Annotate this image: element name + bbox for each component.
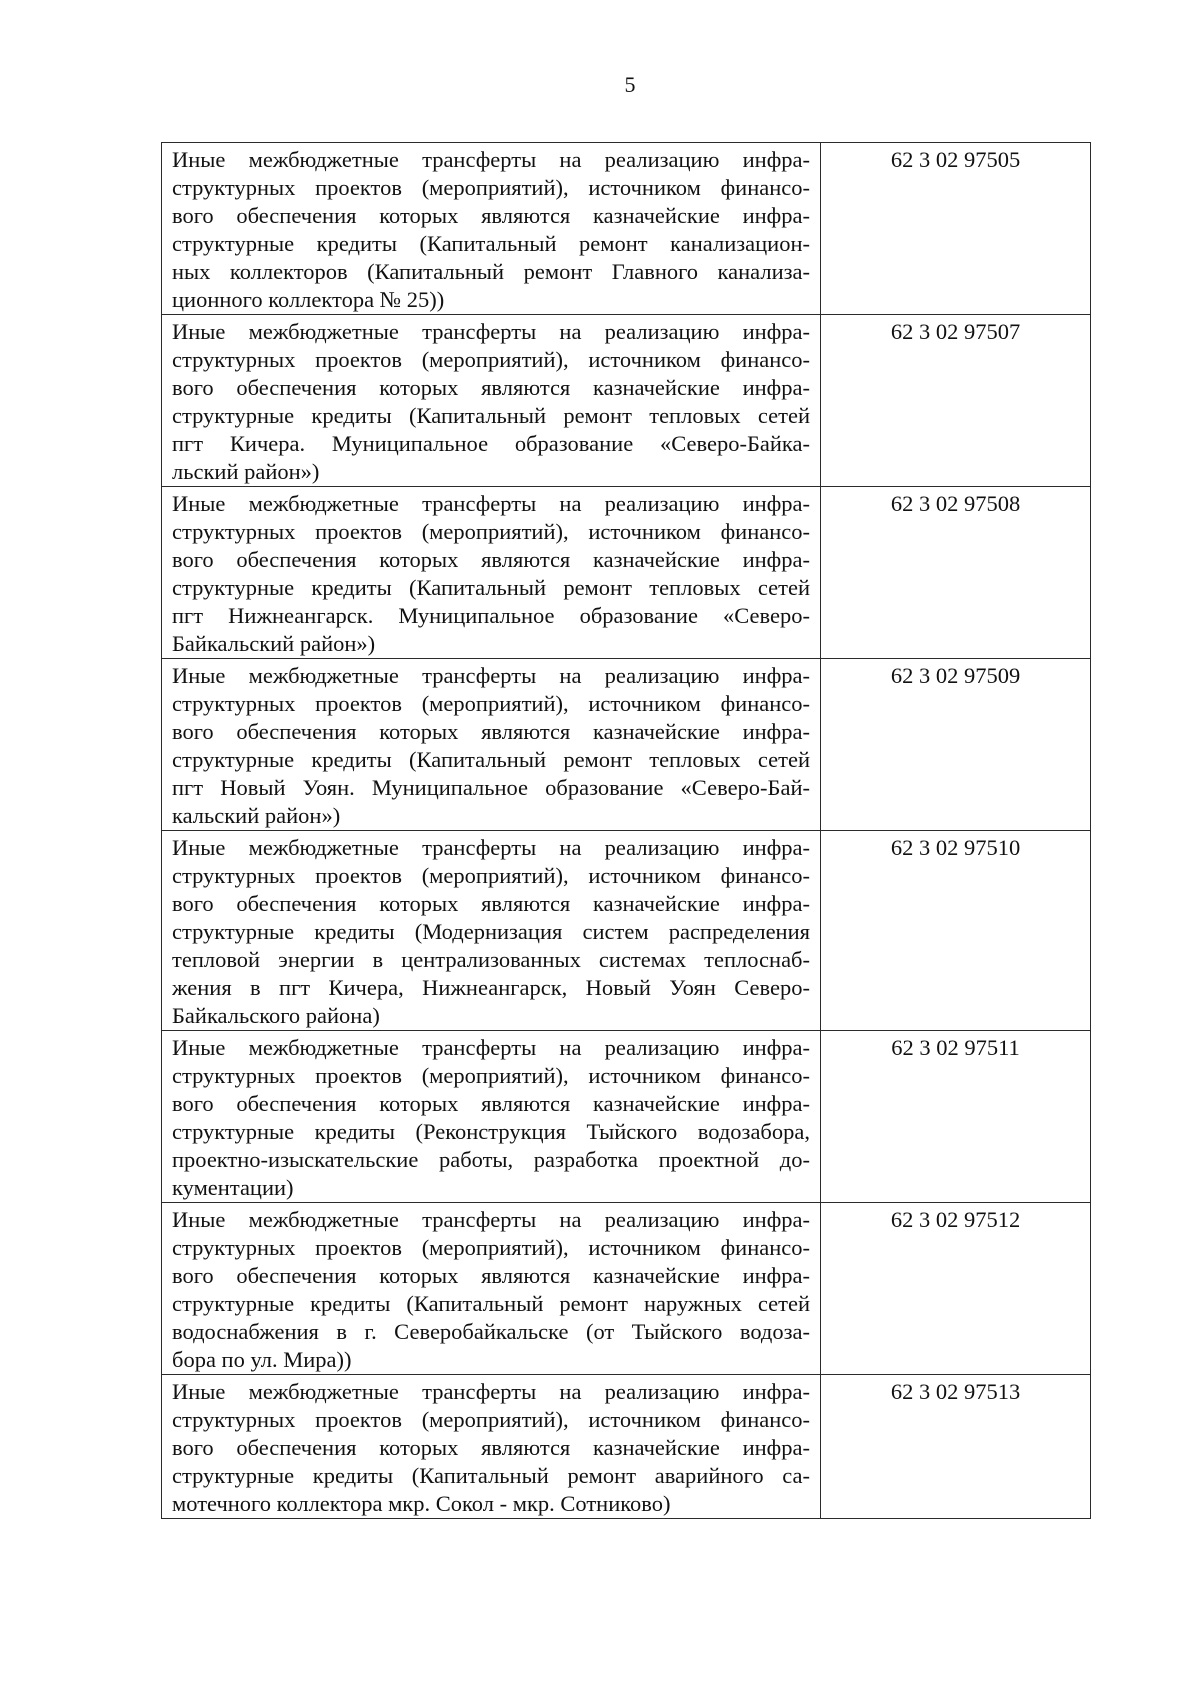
transfer-description-cell: [162, 315, 821, 487]
description-line: вого обеспечения которых являются казначейские инфра-: [172, 891, 810, 916]
budget-code-cell: 62 3 02 97505: [821, 143, 1091, 315]
transfer-description-cell: [162, 487, 821, 659]
table-body: [162, 143, 1091, 1519]
description-line: структурных проектов (мероприятий), источником финансо-: [172, 1407, 810, 1432]
budget-code-cell: 62 3 02 97507: [821, 315, 1091, 487]
description-line: вого обеспечения которых являются казначейские инфра-: [172, 1263, 810, 1288]
description-line: структурных проектов (мероприятий), источником финансо-: [172, 175, 810, 200]
table-row: [162, 1031, 1091, 1203]
description-line: структурные кредиты (Капитальный ремонт аварийного са-: [172, 1463, 810, 1488]
description-line: ционного коллектора № 25)): [172, 287, 445, 312]
description-line: бора по ул. Мира)): [172, 1347, 352, 1372]
description-line: ных коллекторов (Капитальный ремонт Главного канализа-: [172, 259, 810, 284]
description-line: структурных проектов (мероприятий), источником финансо-: [172, 691, 810, 716]
description-line: Иные межбюджетные трансферты на реализацию инфра-: [172, 1035, 810, 1060]
description-line: пгт Нижнеангарск. Муниципальное образование «Северо-: [172, 603, 810, 628]
budget-code-cell: 62 3 02 97511: [821, 1031, 1091, 1203]
description-line: структурных проектов (мероприятий), источником финансо-: [172, 863, 810, 888]
description-line: кальский район»): [172, 803, 341, 828]
description-line: вого обеспечения которых являются казначейские инфра-: [172, 719, 810, 744]
description-line: кументации): [172, 1175, 294, 1200]
description-line: вого обеспечения которых являются казначейские инфра-: [172, 1435, 810, 1460]
table-row: [162, 487, 1091, 659]
description-line: льский район»): [172, 459, 320, 484]
description-line: структурные кредиты (Капитальный ремонт тепловых сетей: [172, 575, 810, 600]
description-line: мотечного коллектора мкр. Сокол - мкр. Сотниково): [172, 1491, 671, 1516]
transfer-description-cell: [162, 1031, 821, 1203]
budget-code-cell: 62 3 02 97512: [821, 1203, 1091, 1375]
table-row: [162, 831, 1091, 1031]
budget-code-cell: 62 3 02 97510: [821, 831, 1091, 1031]
description-line: вого обеспечения которых являются казначейские инфра-: [172, 375, 810, 400]
transfer-description-cell: [162, 1375, 821, 1519]
transfer-description-cell: [162, 831, 821, 1031]
description-line: вого обеспечения которых являются казначейские инфра-: [172, 1091, 810, 1116]
description-line: Байкальский район»): [172, 631, 376, 656]
page-number: 5: [624, 72, 636, 97]
description-line: Иные межбюджетные трансферты на реализацию инфра-: [172, 1207, 810, 1232]
transfer-description-cell: [162, 1203, 821, 1375]
description-line: проектно-изыскательские работы, разработка проектной до-: [172, 1147, 810, 1172]
description-line: вого обеспечения которых являются казначейские инфра-: [172, 547, 810, 572]
description-line: структурных проектов (мероприятий), источником финансо-: [172, 519, 810, 544]
table-row: [162, 1203, 1091, 1375]
description-line: Байкальского района): [172, 1003, 380, 1028]
description-line: тепловой энергии в централизованных системах теплоснаб-: [172, 947, 810, 972]
description-line: вого обеспечения которых являются казначейские инфра-: [172, 203, 810, 228]
table-row: [162, 315, 1091, 487]
description-line: Иные межбюджетные трансферты на реализацию инфра-: [172, 663, 810, 688]
description-line: структурные кредиты (Капитальный ремонт канализацион-: [172, 231, 810, 256]
description-line: структурных проектов (мероприятий), источником финансо-: [172, 1063, 810, 1088]
description-line: водоснабжения в г. Северобайкальске (от Тыйского водоза-: [172, 1319, 810, 1344]
transfer-description-cell: [162, 659, 821, 831]
budget-codes-table: [161, 142, 1091, 1519]
description-line: пгт Кичера. Муниципальное образование «Северо-Байка-: [172, 431, 810, 456]
description-line: структурных проектов (мероприятий), источником финансо-: [172, 1235, 810, 1260]
description-line: структурные кредиты (Капитальный ремонт наружных сетей: [172, 1291, 810, 1316]
description-line: Иные межбюджетные трансферты на реализацию инфра-: [172, 319, 810, 344]
budget-code-cell: 62 3 02 97509: [821, 659, 1091, 831]
description-line: структурных проектов (мероприятий), источником финансо-: [172, 347, 810, 372]
description-line: структурные кредиты (Капитальный ремонт тепловых сетей: [172, 747, 810, 772]
description-line: жения в пгт Кичера, Нижнеангарск, Новый Уоян Северо-: [172, 975, 810, 1000]
table-row: [162, 1375, 1091, 1519]
table-row: [162, 143, 1091, 315]
description-line: пгт Новый Уоян. Муниципальное образование «Северо-Бай-: [172, 775, 810, 800]
description-line: Иные межбюджетные трансферты на реализацию инфра-: [172, 147, 810, 172]
description-line: структурные кредиты (Реконструкция Тыйского водозабора,: [172, 1119, 810, 1144]
budget-code-cell: 62 3 02 97513: [821, 1375, 1091, 1519]
table-row: [162, 659, 1091, 831]
description-line: структурные кредиты (Модернизация систем распределения: [172, 919, 810, 944]
budget-code-cell: 62 3 02 97508: [821, 487, 1091, 659]
description-line: Иные межбюджетные трансферты на реализацию инфра-: [172, 491, 810, 516]
description-line: Иные межбюджетные трансферты на реализацию инфра-: [172, 835, 810, 860]
description-line: Иные межбюджетные трансферты на реализацию инфра-: [172, 1379, 810, 1404]
description-line: структурные кредиты (Капитальный ремонт тепловых сетей: [172, 403, 810, 428]
transfer-description-cell: [162, 143, 821, 315]
